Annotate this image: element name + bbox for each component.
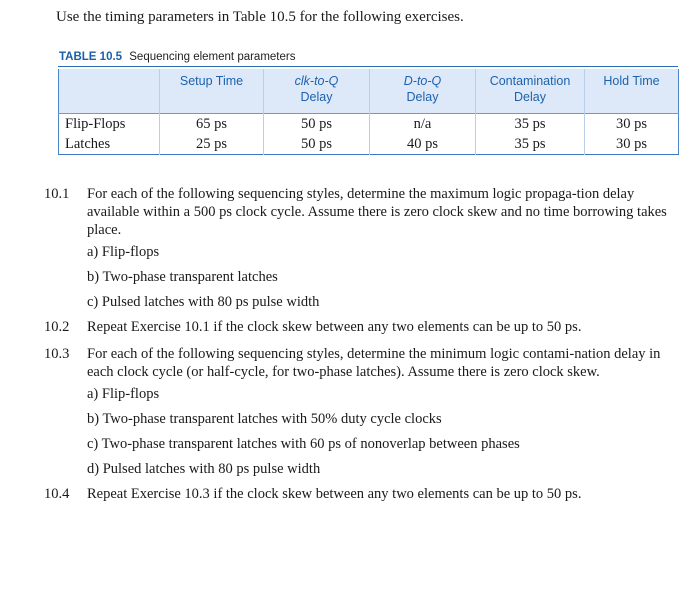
exercise-number: 10.2 bbox=[44, 319, 70, 335]
clk-to-q-value: 50 ps bbox=[264, 114, 370, 135]
d-to-q-value: 40 ps bbox=[370, 134, 476, 155]
row-label: Latches bbox=[65, 135, 111, 152]
exercise-10-4 bbox=[44, 485, 684, 503]
header-d-to-q: D-to-Q Delay bbox=[370, 69, 476, 114]
table-number: TABLE 10.5 bbox=[59, 51, 123, 63]
subitem: a) Flip-flops bbox=[87, 244, 160, 260]
row-label: Flip-Flops bbox=[65, 115, 126, 132]
hold-value: 30 ps bbox=[585, 114, 679, 135]
subitem: c) Two-phase transparent latches with 60 ps of nonoverlap between phases bbox=[87, 436, 520, 452]
exercise-text: For each of the following sequencing styles, determine the maximum logic propaga-tion delay available within a 500 ps clock cycle. Assume there is zero clock skew and no time borrowing takes place. bbox=[87, 186, 667, 238]
header-setup-time: Setup Time bbox=[160, 69, 264, 114]
exercise-10-1 bbox=[44, 185, 684, 311]
header-contamination: Contamination Delay bbox=[476, 69, 585, 114]
exercise-number: 10.3 bbox=[44, 346, 70, 362]
clk-to-q-value: 50 ps bbox=[264, 134, 370, 155]
parameters-table bbox=[58, 69, 679, 155]
table-header-row bbox=[59, 69, 679, 114]
d-to-q-value: n/a bbox=[370, 114, 476, 135]
subitem: a) Flip-flops bbox=[87, 386, 160, 402]
subitem: c) Pulsed latches with 80 ps pulse width bbox=[87, 294, 320, 310]
subitem: b) Two-phase transparent latches with 50% duty cycle clocks bbox=[87, 411, 442, 427]
table-row bbox=[59, 134, 679, 155]
table-caption-text: Sequencing element parameters bbox=[129, 51, 296, 63]
exercise-text: Repeat Exercise 10.3 if the clock skew between any two elements can be up to 50 ps. bbox=[87, 486, 582, 502]
exercise-10-2 bbox=[44, 318, 684, 336]
exercise-number: 10.4 bbox=[44, 486, 70, 502]
subitem: d) Pulsed latches with 80 ps pulse width bbox=[87, 461, 321, 477]
header-hold-time: Hold Time bbox=[585, 69, 679, 114]
header-blank bbox=[59, 69, 160, 114]
exercise-subitems bbox=[87, 243, 684, 311]
exercise-text: For each of the following sequencing styles, determine the minimum logic contami-nation delay in each clock cycle (or half-cycle, for two-phase latches). Assume there is zero clock skew. bbox=[87, 346, 661, 380]
intro-text: Use the timing parameters in Table 10.5 for the following exercises. bbox=[56, 9, 464, 25]
exercise-list bbox=[44, 185, 684, 503]
hold-value: 30 ps bbox=[585, 134, 679, 155]
header-clk-to-q: clk-to-Q Delay bbox=[264, 69, 370, 114]
table-row bbox=[59, 114, 679, 135]
subitem: b) Two-phase transparent latches bbox=[87, 269, 278, 285]
table-caption bbox=[59, 51, 295, 63]
setup-value: 65 ps bbox=[160, 114, 264, 135]
exercise-10-3 bbox=[44, 345, 684, 478]
contamination-value: 35 ps bbox=[476, 114, 585, 135]
exercise-text: Repeat Exercise 10.1 if the clock skew between any two elements can be up to 50 ps. bbox=[87, 319, 582, 335]
caption-rule bbox=[58, 66, 678, 67]
exercise-subitems bbox=[87, 385, 684, 478]
contamination-value: 35 ps bbox=[476, 134, 585, 155]
exercise-number: 10.1 bbox=[44, 186, 70, 202]
setup-value: 25 ps bbox=[160, 134, 264, 155]
